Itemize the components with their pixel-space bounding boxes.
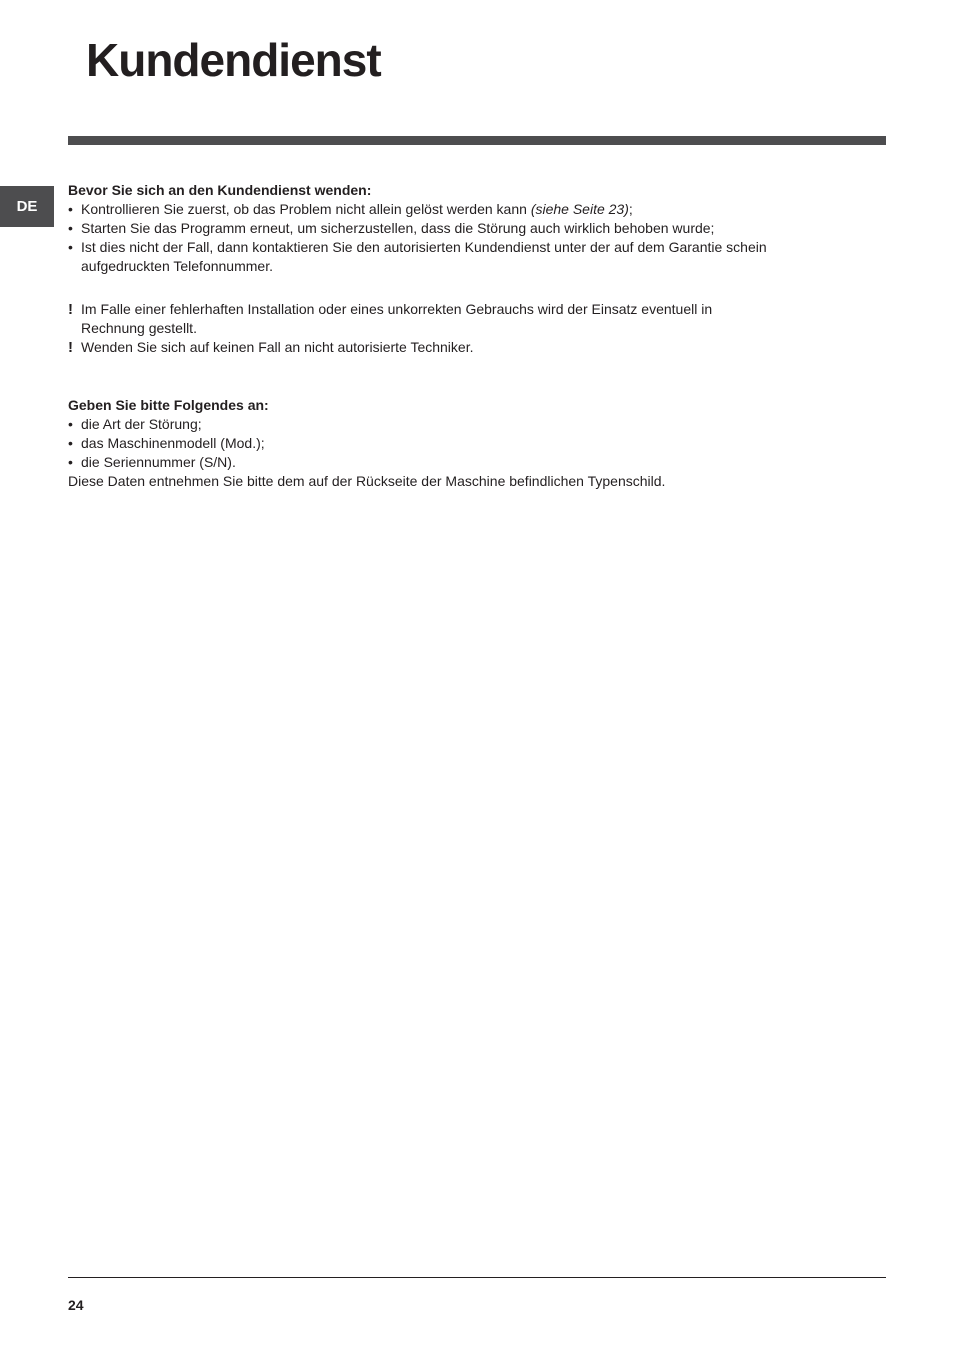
type-plate-note: Diese Daten entnehmen Sie bitte dem auf der Rückseite der Maschine befindlichen Typenschild. (68, 473, 666, 489)
list-item (68, 219, 768, 238)
list-item (68, 415, 768, 434)
warning-text: Wenden Sie sich auf keinen Fall an nicht autorisierte Techniker. (81, 339, 474, 355)
list-item-text: die Seriennummer (S/N). (81, 454, 236, 470)
page-content (68, 181, 768, 491)
bullet-icon: • (68, 435, 73, 451)
bullet-icon: • (68, 454, 73, 470)
list-item-text: die Art der Störung; (81, 416, 202, 432)
title-divider (68, 136, 886, 145)
list-item-text: Kontrollieren Sie zuerst, ob das Problem nicht allein gelöst werden kann (81, 201, 531, 217)
section-heading-provide-info: Geben Sie bitte Folgendes an: (68, 397, 269, 413)
warning-note (68, 338, 768, 357)
list-item-text: Starten Sie das Programm erneut, um sicherzustellen, dass die Störung auch wirklich behoben wurde; (81, 220, 715, 236)
section-heading-before-contact: Bevor Sie sich an den Kundendienst wenden: (68, 182, 372, 198)
list-item-text: Ist dies nicht der Fall, dann kontaktieren Sie den autorisierten Kundendienst unter der auf dem Garantie schein aufgedruckten Telefonnummer. (81, 239, 767, 274)
list-item (68, 434, 768, 453)
list-item (68, 453, 768, 472)
bullet-icon: • (68, 201, 73, 217)
before-contact-list (68, 200, 768, 276)
list-item-text: das Maschinenmodell (Mod.); (81, 435, 265, 451)
footer-divider (68, 1277, 886, 1278)
provide-info-list (68, 415, 768, 472)
warning-icon: ! (68, 339, 73, 356)
page-reference: (siehe Seite 23) (530, 201, 629, 217)
list-item-suffix: ; (628, 201, 633, 217)
bullet-icon: • (68, 239, 73, 255)
bullet-icon: • (68, 220, 73, 236)
warning-icon: ! (68, 301, 73, 318)
list-item (68, 238, 768, 276)
page-number: 24 (68, 1297, 84, 1313)
warning-text: Im Falle einer fehlerhaften Installation oder eines unkorrekten Gebrauchs wird der Einsatz eventuell in Rechnung gestellt. (81, 301, 713, 336)
language-tab: DE (0, 186, 54, 227)
bullet-icon: • (68, 416, 73, 432)
list-item (68, 200, 768, 219)
page-title: Kundendienst (86, 34, 381, 86)
warning-note (68, 300, 768, 338)
